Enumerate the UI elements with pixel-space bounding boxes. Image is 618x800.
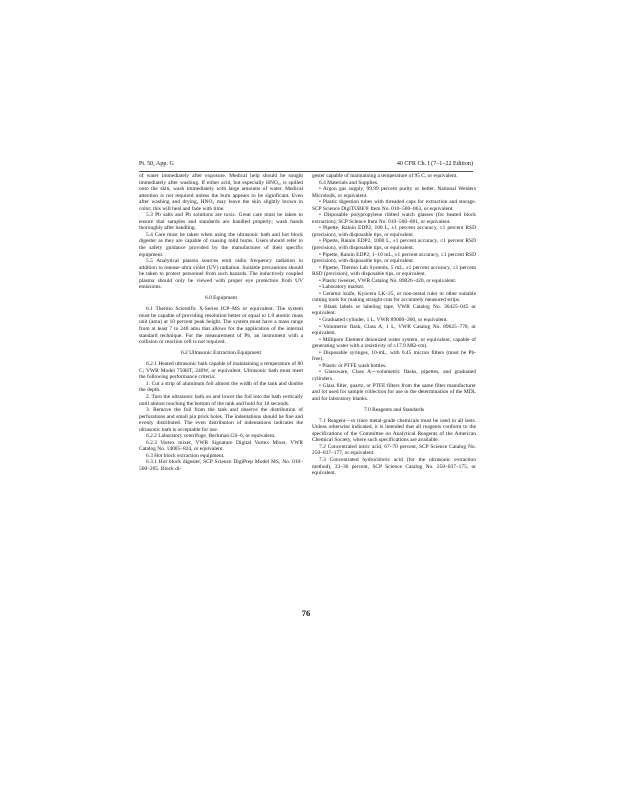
paragraph: • Plastic or PTFE wash bottles. <box>319 362 387 369</box>
paragraph: 6.3 Hot block extraction equipment. <box>146 452 225 459</box>
header-right: 40 CFR Ch. I (7–1–22 Edition) <box>396 161 473 167</box>
paragraph: 6.4 Materials and Supplies. <box>319 179 379 186</box>
paragraph: • Glassware, Class A—volumetric flasks, pipettes, and graduated cylinders. <box>312 369 476 382</box>
header-left: Pt. 50, App. G <box>139 161 174 167</box>
paragraph: 6.1 Thermo Scientific X-Series ICP–MS or equivalent. The system must be capable of providing resolution better or equal to 1.0 atomic mass unit (amu) at 10 percent peak height. The system must have a mass range from at least 7 to 240 amu that allows for the application of the internal standard technique. For the measurement of Pb, an instrument with a collision or reaction cell is not required. <box>139 306 303 346</box>
paragraph: 6.2.3 Vortex mixer, VWR Signature Digital Vortex Mixer, VWR Catalog No. 14005–824, or equivalent. <box>139 439 303 453</box>
paragraph: • Laboratory marker. <box>319 284 365 291</box>
paragraph: 7.3 Concentrated hydrochloric acid (for the ultrasonic extraction method), 33–36 percent, SCP Science Catalog No. 250–037–175, or equivalent. <box>312 456 476 477</box>
paragraph: • Blank labels or labeling tape, VWR Catalog No. 36425–045 or equivalent. <box>312 303 476 317</box>
paragraph: • Pipette, Rainin EDP2, 100 L, ±1 percent accuracy, ≤1 percent RSD (precision), with disposable tips, or equivalent. <box>312 225 476 238</box>
paragraph: 7.2 Concentrated nitric acid, 67–70 percent, SCP Science Catalog No. 250–037–177, or equivalent. <box>312 443 476 457</box>
running-header <box>139 159 473 169</box>
paragraph: 2. Turn the ultrasonic bath on and lower the foil into the bath vertically until almost touching the bottom of the tank and hold for 10 seconds. <box>139 393 303 407</box>
paragraph: • Plastic digestion tubes with threaded caps for extraction and storage. SCP Science DigiTUBE® Item No. 010–500–063, or equivalent. <box>312 199 476 212</box>
paragraph: 5.4 Care must be taken when using the ultrasonic bath and hot block digester as they are capable of causing mild burns. Users should refer to the safety guidance provided by the manufacturer of their specific equipment. <box>139 231 303 258</box>
paragraph: • Argon gas supply, 99.99 percent purity or better. National Welders Microbulk, or equivalent. <box>312 186 476 199</box>
section-heading: 6.0 Equipment <box>204 295 238 302</box>
paragraph: 7.1 Reagent—or trace metal-grade chemicals must be used in all tests. Unless otherwise indicated, it is intended that all reagents conform to the specifications of the Committee on Analytical Reagents of the American Chemical Society, where such specifications are available. <box>312 417 476 444</box>
paragraph: 6.2.1 Heated ultrasonic bath capable of maintaining a temperature of 80 C; VWR Model 750HT, 240W, or equivalent. Ultrasonic bath must meet the following performance criteria: <box>139 361 303 381</box>
header-rule <box>139 171 473 172</box>
paragraph: 5.5 Analytical plasma sources emit radio frequency radiation in addition to intense ultra violet (UV) radiation. Suitable precautions should be taken to protect personnel from such hazards. The inductively coupled plasma should only be viewed with proper eye protection from UV emissions. <box>139 258 303 291</box>
paragraph: 5.3 Pb salts and Pb solutions are toxic. Great care must be taken to ensure that samples and standards are handled properly; wash hands thoroughly after handling. <box>139 212 303 232</box>
paragraph: 6.3.1 Hot block digester, SCP Science DigiPrep Model MS, No. 010–500–205. Block di- <box>139 459 303 472</box>
paragraph: • Ceramic knife, Kyocera LK–25, or non-metal ruler or other suitable cutting tools for making straight cuts for accurately measured strips. <box>312 290 476 304</box>
paragraph: • Pipette, Rainin EDP2, 1000 L, ±1 percent accuracy, ≤1 percent RSD (precision), with disposable tips, or equivalent. <box>312 238 476 252</box>
paragraph: • Volumetric flask, Class A, 1 L, VWR Catalog No. 89025–778, or equivalent. <box>312 323 476 337</box>
continued-paragraph: gester capable of maintaining a temperature of 95 C, or equivalent. <box>312 173 458 179</box>
paragraph: • Plastic tweezer, VWR Catalog No. 89026–420, or equivalent. <box>319 277 457 284</box>
paragraph: • Pipette, Rainin EDP2, 1–10 mL, ±1 percent accuracy, ≤1 percent RSD (precision), with disposable tips, or equivalent. <box>312 251 476 265</box>
left-column <box>139 173 303 473</box>
paragraph: 6.2.2 Laboratory centrifuge, Beckman GS–6, or equivalent. <box>146 433 276 440</box>
paragraph: 3. Remove the foil from the tank and observe the distribution of perforations and small pin prick holes. The indentations should be fine and evenly distributed. The even distribution of indentations indicates the ultrasonic bath is acceptable for use. <box>139 407 303 433</box>
paragraph: 1. Cut a strip of aluminum foil almost the width of the tank and double the depth. <box>139 380 303 394</box>
paragraph: • Millipore Element deionized water system, or equivalent, capable of generating water with a resistivity of ≥17.9 MΩ-cm). <box>312 336 476 350</box>
section-heading: 6.2 Ultrasonic Extraction Equipment <box>180 350 262 357</box>
paragraph: • Glass filter, quartz, or PTFE filters from the same filter manufacturer and lot used for sample collection for use in the determination of the MDL and for laboratory blanks. <box>312 382 476 402</box>
page-number: 76 <box>301 608 311 618</box>
paragraph: • Pipette, Thermo Lab Systems, 5 mL, ±1 percent accuracy, ≤1 percent RSD (precision), with disposable tips, or equivalent. <box>312 264 476 278</box>
paragraph: • Disposable polypropylene ribbed watch glasses (for heated block extraction), SCP Science Item No. 010–500–081, or equivalent. <box>312 212 476 225</box>
section-heading: 7.0 Reagents and Standards <box>363 406 425 413</box>
paragraph: • Graduated cylinder, 1 L, VWR 89000–260, or equivalent. <box>319 317 448 324</box>
paragraph: • Disposable syringes, 10-mL, with 0.45 micron filters (must be Pb-free). <box>312 349 476 363</box>
right-column <box>312 173 476 477</box>
continued-paragraph: of water immediately after exposure. Medical help should be sought immediately after washing. If either acid, but especially HNO₃, is spilled onto the skin, wash immediately with large amounts of water. Medical attention is not required unless the burn appears to be significant. Even after washing and drying, HNO₃ may leave the skin slightly brown in color; this will heal and fade with time. <box>139 173 303 212</box>
